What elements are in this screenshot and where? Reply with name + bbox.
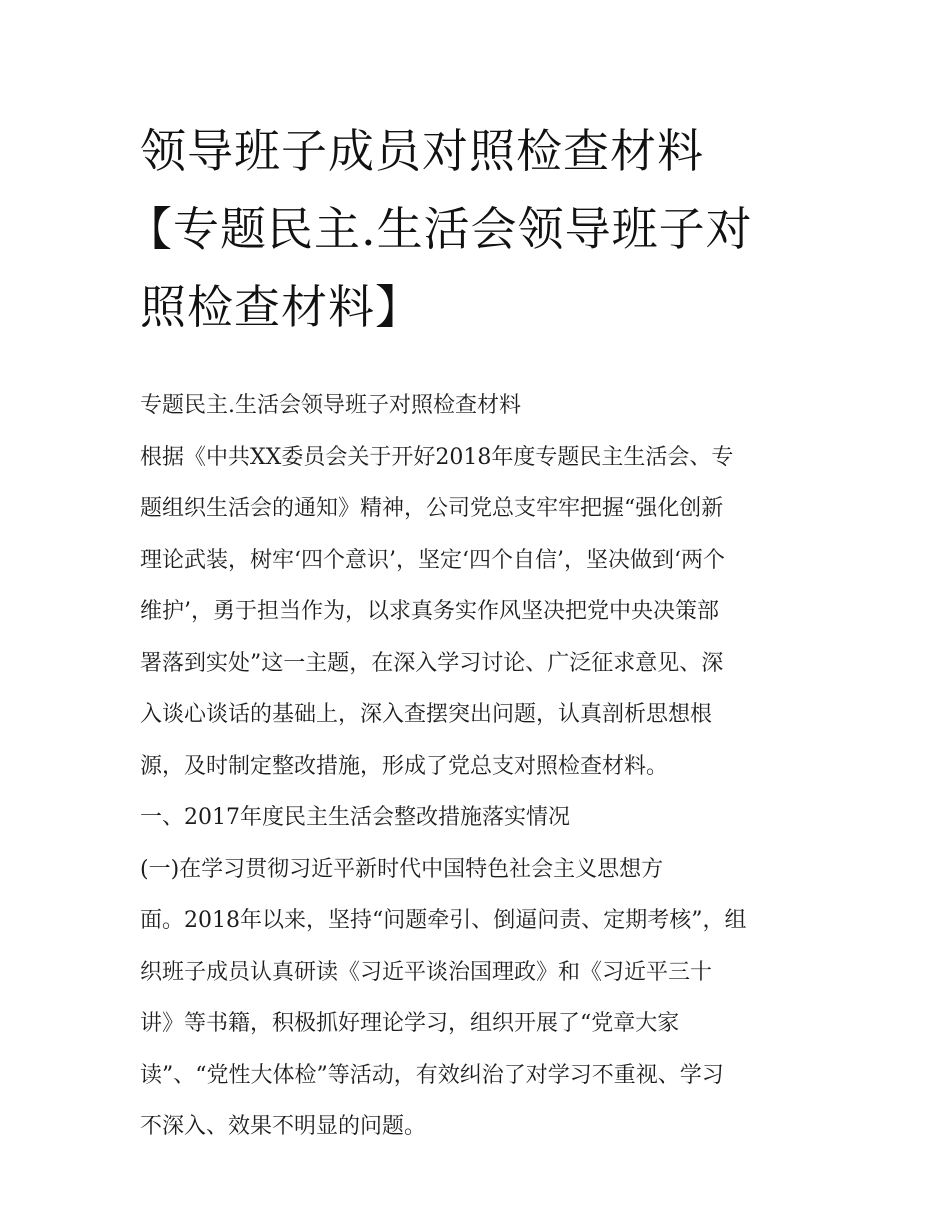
title-line-3: 照检查材料】 (140, 280, 422, 334)
body-line: (一)在学习贯彻习近平新时代中国特色社会主义思想方 (140, 856, 664, 882)
body-line: 读”、“党性大体检”等活动，有效纠治了对学习不重视、学习 (140, 1062, 724, 1088)
body-line: 根据《中共XX委员会关于开好2018年度专题民主生活会、专 (140, 444, 734, 470)
document-body (140, 380, 820, 1153)
body-line: 题组织生活会的通知》精神，公司党总支牢牢把握“强化创新 (140, 496, 724, 521)
document-title (126, 112, 820, 346)
body-line: 织班子成员认真研读《习近平谈治国理政》和《习近平三十 (140, 959, 713, 985)
body-line: 入谈心谈话的基础上，深入查摆突出问题，认真剖析思想根 (140, 702, 713, 727)
title-line-2: 【专题民主.生活会领导班子对 (126, 202, 753, 256)
title-line-1: 领导班子成员对照检查材料 (140, 124, 704, 178)
document-page (126, 112, 820, 1153)
body-line: 署落到实处”这一主题，在深入学习讨论、广泛征求意见、深 (140, 650, 724, 676)
body-line: 讲》等书籍，积极抓好理论学习，组织开展了“党章大家 (140, 1011, 680, 1036)
subtitle-line: 专题民主.生活会领导班子对照检查材料 (140, 393, 521, 418)
body-line: 面。2018年以来，坚持“问题牵引、倒逼问责、定期考核”，组 (140, 908, 747, 933)
body-line: 维护’，勇于担当作为，以求真务实作风坚决把党中央决策部 (140, 599, 719, 624)
body-line: 理论武装，树牢‘四个意识’，坚定‘四个自信’，坚决做到‘两个 (140, 547, 725, 573)
body-line: 源，及时制定整改措施，形成了党总支对照检查材料。 (140, 753, 669, 779)
body-line: 不深入、效果不明显的问题。 (140, 1114, 427, 1139)
section-heading: 一、2017年度民主生活会整改措施落实情况 (140, 805, 570, 830)
